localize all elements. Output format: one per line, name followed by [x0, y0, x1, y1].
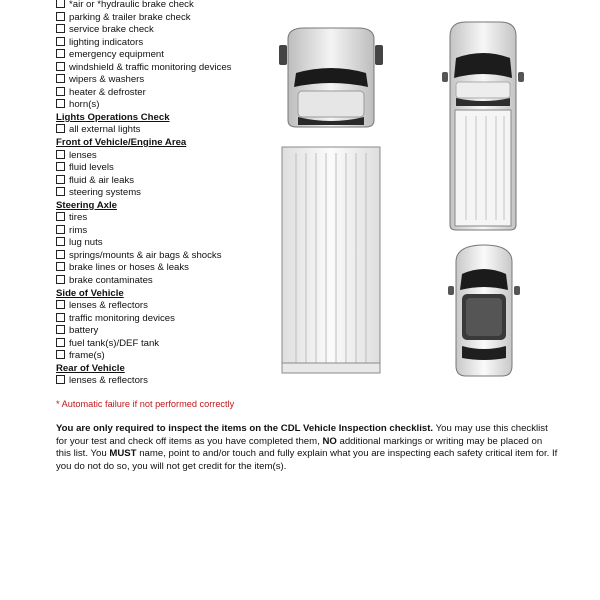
section-heading: Steering Axle [56, 199, 117, 211]
checkbox-icon[interactable] [56, 225, 65, 234]
checklist-item-label: lighting indicators [69, 36, 144, 48]
checklist-item-label: lug nuts [69, 237, 103, 249]
checkbox-icon[interactable] [56, 187, 65, 196]
checklist-item-label: brake contaminates [69, 275, 153, 287]
checklist-item[interactable] [56, 300, 286, 313]
checklist-item-label: parking & trailer brake check [69, 11, 191, 23]
checkbox-icon[interactable] [56, 275, 65, 284]
checklist-item[interactable] [56, 375, 286, 388]
checklist-item-label: horn(s) [69, 99, 100, 111]
checkbox-icon[interactable] [56, 212, 65, 221]
checklist-item-label: lenses & reflectors [69, 375, 148, 387]
checkbox-icon[interactable] [56, 325, 65, 334]
checklist-item-label: fluid & air leaks [69, 174, 135, 186]
automatic-failure-footnote: * Automatic failure if not performed correctly [56, 399, 235, 409]
checklist-item[interactable] [56, 250, 286, 263]
checklist-item-label: windshield & traffic monitoring devices [69, 61, 232, 73]
checkbox-icon[interactable] [56, 375, 65, 384]
checklist-item-label: all external lights [69, 124, 141, 136]
instructions-text-2: additional markings or writing may be placed on this list. You [56, 435, 543, 460]
checkbox-icon[interactable] [56, 99, 65, 108]
checklist-item-label: frame(s) [69, 350, 105, 362]
checklist-item[interactable] [56, 37, 286, 50]
checklist-item[interactable] [56, 237, 286, 250]
pickup-truck-diagram [442, 20, 524, 232]
section-heading: Front of Vehicle/Engine Area [56, 137, 187, 149]
checklist-item[interactable] [56, 275, 286, 288]
checklist-item[interactable] [56, 162, 286, 175]
checklist-item[interactable] [56, 24, 286, 37]
checkbox-icon[interactable] [56, 0, 65, 8]
checklist-item-label: rims [69, 224, 88, 236]
checklist-item-label: *air or *hydraulic brake check [69, 0, 194, 10]
checkbox-icon[interactable] [56, 12, 65, 21]
checkbox-icon[interactable] [56, 237, 65, 246]
checkbox-icon[interactable] [56, 313, 65, 322]
checkbox-icon[interactable] [56, 87, 65, 96]
checkbox-icon[interactable] [56, 37, 65, 46]
checklist-item[interactable] [56, 0, 286, 12]
checklist-item-label: traffic monitoring devices [69, 312, 175, 324]
checklist-item[interactable] [56, 124, 286, 137]
checklist-item[interactable] [56, 262, 286, 275]
checklist-item[interactable] [56, 87, 286, 100]
checkbox-icon[interactable] [56, 49, 65, 58]
checkbox-icon[interactable] [56, 175, 65, 184]
checklist-item-label: emergency equipment [69, 49, 164, 61]
checklist-item-label: brake lines or hoses & leaks [69, 262, 189, 274]
instructions-paragraph [56, 423, 558, 473]
checklist-item-label: springs/mounts & air bags & shocks [69, 249, 222, 261]
checkbox-icon[interactable] [56, 124, 65, 133]
checklist-item-label: wipers & washers [69, 74, 145, 86]
checkbox-icon[interactable] [56, 350, 65, 359]
checklist-item-label: heater & defroster [69, 86, 146, 98]
checklist-item[interactable] [56, 225, 286, 238]
checkbox-icon[interactable] [56, 74, 65, 83]
checklist-item-label: lenses & reflectors [69, 300, 148, 312]
inspection-checklist [56, 0, 286, 388]
instructions-no: NO [322, 435, 337, 447]
checklist-item[interactable] [56, 99, 286, 112]
checklist-item-label: battery [69, 325, 99, 337]
checklist-item[interactable] [56, 12, 286, 25]
instructions-bold-intro: You are only required to inspect the items on the CDL Vehicle Inspection checklist. [56, 423, 434, 434]
checklist-item[interactable] [56, 313, 286, 326]
checklist-item[interactable] [56, 325, 286, 338]
checkbox-icon[interactable] [56, 250, 65, 259]
checkbox-icon[interactable] [56, 150, 65, 159]
checklist-item[interactable] [56, 175, 286, 188]
checklist-item[interactable] [56, 187, 286, 200]
checklist-item[interactable] [56, 150, 286, 163]
checklist-item[interactable] [56, 49, 286, 62]
checklist-item[interactable] [56, 350, 286, 363]
box-truck-diagram [276, 25, 388, 375]
checklist-item[interactable] [56, 62, 286, 75]
checklist-item[interactable] [56, 212, 286, 225]
section-heading: Rear of Vehicle [56, 362, 125, 374]
checklist-item-label: fluid levels [69, 162, 114, 174]
checkbox-icon[interactable] [56, 300, 65, 309]
checkbox-icon[interactable] [56, 24, 65, 33]
checklist-item[interactable] [56, 74, 286, 87]
checkbox-icon[interactable] [56, 262, 65, 271]
checklist-item[interactable] [56, 338, 286, 351]
checklist-item-label: service brake check [69, 24, 154, 36]
checklist-item-label: fuel tank(s)/DEF tank [69, 337, 160, 349]
checkbox-icon[interactable] [56, 338, 65, 347]
checklist-item-label: tires [69, 212, 88, 224]
section-heading: Lights Operations Check [56, 111, 170, 123]
section-heading: Side of Vehicle [56, 287, 124, 299]
checkbox-icon[interactable] [56, 162, 65, 171]
suv-diagram [448, 242, 520, 380]
checkbox-icon[interactable] [56, 62, 65, 71]
checklist-item-label: steering systems [69, 187, 141, 199]
instructions-text-1: You may use this checklist for your test and check off items as you have completed them, [56, 423, 548, 447]
checklist-item-label: lenses [69, 149, 97, 161]
instructions-text-3: name, point to and/or touch and fully explain what you are inspecting each safety critical item for. If you do not do so, you will not get credit for the item(s). [56, 448, 558, 472]
instructions-must: MUST [109, 448, 137, 460]
